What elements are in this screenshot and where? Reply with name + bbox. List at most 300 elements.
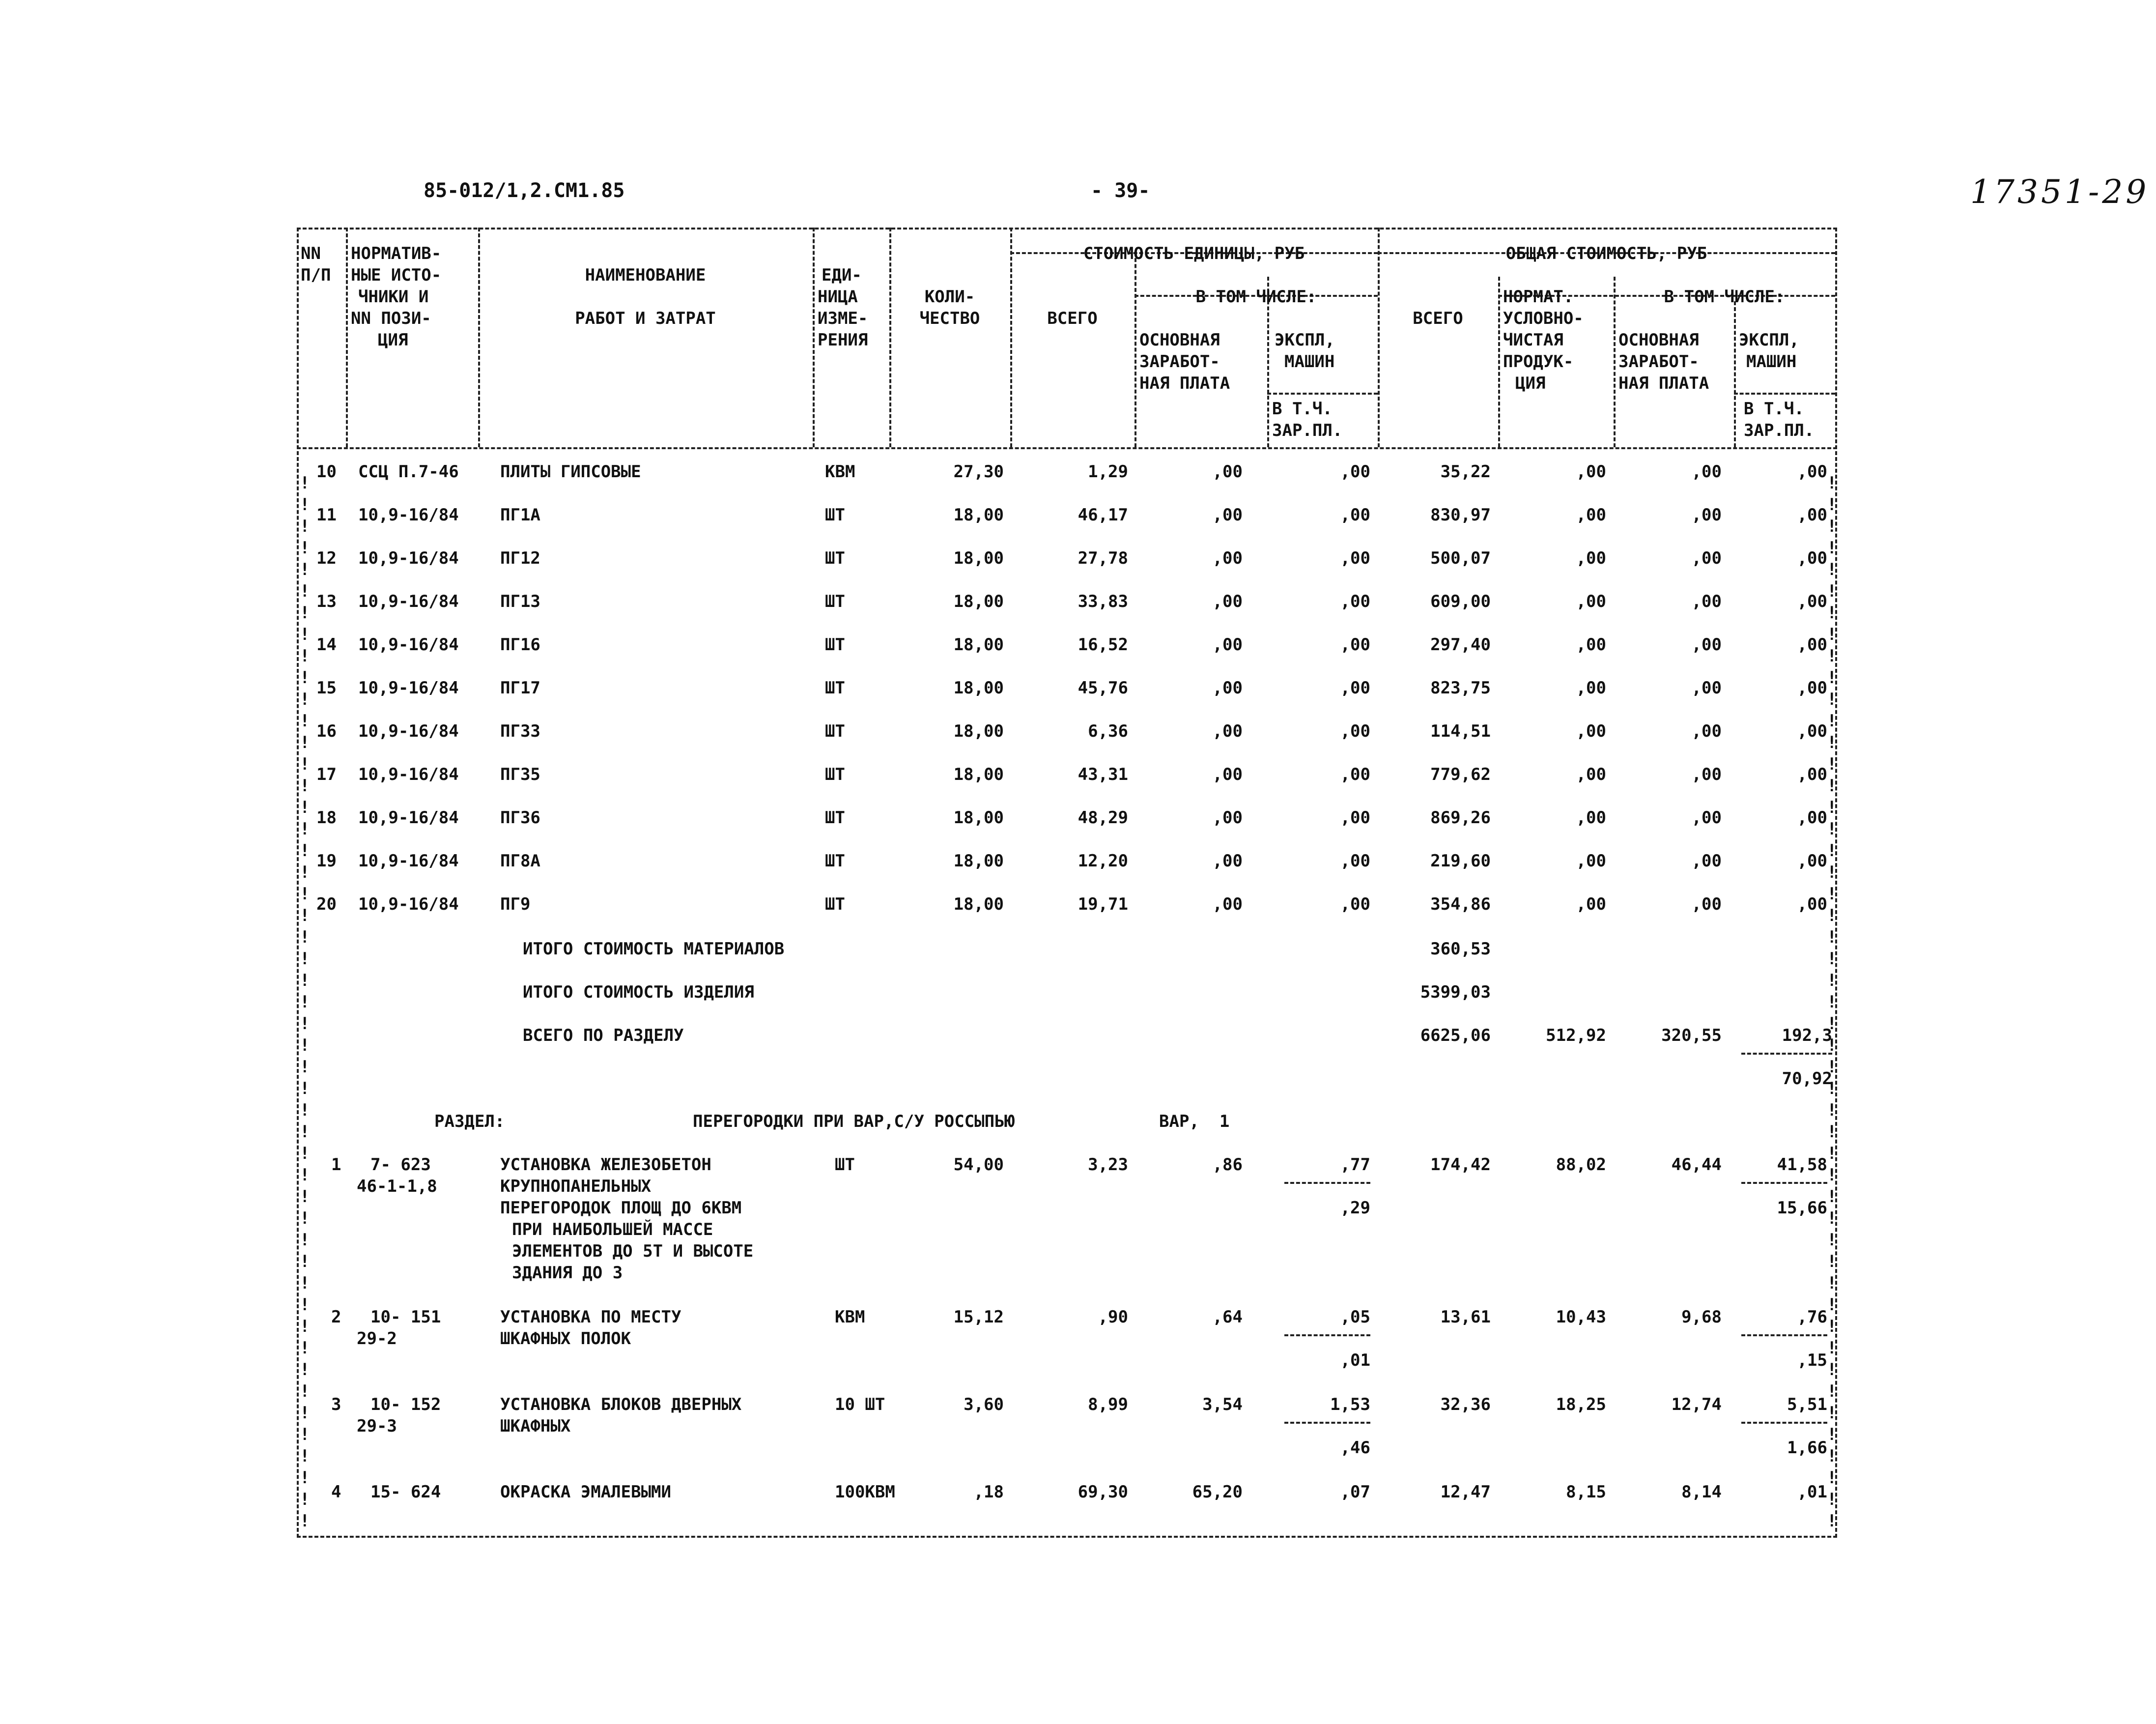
left-margin-mark: ! <box>300 1100 310 1120</box>
row-unit-price: 33,83 <box>1078 592 1128 611</box>
col-header-machine-wage: В Т.Ч. <box>1272 399 1333 419</box>
right-margin-mark: ! <box>1827 971 1837 990</box>
row-total-machine: ,00 <box>1797 765 1827 784</box>
row-total-machine: ,00 <box>1797 721 1827 741</box>
col-header-name: НАИМЕНОВАНИЕ <box>585 265 706 285</box>
row-total-wage: ,00 <box>1691 592 1722 611</box>
row-unit-wage: ,00 <box>1212 851 1243 871</box>
col-header-basic-wage: ОСНОВНАЯ <box>1139 330 1220 350</box>
section-total-value: 6625,06 <box>1420 1026 1491 1045</box>
col-header-name: РАБОТ И ЗАТРАТ <box>575 309 716 328</box>
row-number: 17 <box>316 765 337 784</box>
row-quantity: 18,00 <box>953 808 1004 828</box>
row-total: 869,26 <box>1430 808 1491 828</box>
left-margin-mark: ! <box>300 841 310 861</box>
col-divider <box>889 228 891 447</box>
col-header-total: ВСЕГО <box>1413 309 1463 328</box>
item-code-sub: 29-3 <box>357 1416 397 1436</box>
row-unit: ШТ <box>825 548 845 568</box>
row-normative: ,00 <box>1576 462 1606 482</box>
right-margin-mark: ! <box>1827 495 1837 515</box>
row-unit-wage: ,00 <box>1212 505 1243 525</box>
row-unit-wage: ,00 <box>1212 765 1243 784</box>
left-margin-mark: ! <box>300 1252 310 1271</box>
col-header-total-machine: МАШИН <box>1746 352 1797 372</box>
row-unit-price: 45,76 <box>1078 678 1128 698</box>
section-total-norm: 512,92 <box>1546 1026 1606 1045</box>
row-unit-wage: ,00 <box>1212 894 1243 914</box>
row-unit-machine: ,00 <box>1340 635 1370 655</box>
left-margin-mark: ! <box>300 1403 310 1423</box>
row-total-machine: ,00 <box>1797 808 1827 828</box>
item-total: 12,47 <box>1440 1482 1491 1502</box>
row-unit-wage: ,00 <box>1212 462 1243 482</box>
item-code-sub: 29-2 <box>357 1329 397 1349</box>
row-unit: ШТ <box>825 678 845 698</box>
item-name-line: КРУПНОПАНЕЛЬНЫХ <box>500 1177 652 1196</box>
right-margin-mark: ! <box>1827 473 1837 493</box>
row-code: 10,9-16/84 <box>358 548 459 568</box>
row-unit: КВМ <box>825 462 855 482</box>
item-total-wage: 8,14 <box>1681 1482 1722 1502</box>
col-header-qty: КОЛИ- <box>924 287 975 307</box>
row-unit-price: 16,52 <box>1078 635 1128 655</box>
left-margin-mark: ! <box>300 603 310 623</box>
row-code: 10,9-16/84 <box>358 505 459 525</box>
item-unit-wage: ,64 <box>1212 1307 1243 1327</box>
col-divider <box>1498 277 1500 447</box>
document-code: 85-012/1,2.СМ1.85 <box>424 179 625 202</box>
item-name-line: ОКРАСКА ЭМАЛЕВЫМИ <box>500 1482 671 1502</box>
page-number: - 39- <box>1091 179 1150 202</box>
right-margin-mark: ! <box>1827 1468 1837 1488</box>
row-total-wage: ,00 <box>1691 462 1722 482</box>
right-margin-mark: ! <box>1827 1187 1837 1207</box>
row-quantity: 18,00 <box>953 635 1004 655</box>
row-normative: ,00 <box>1576 678 1606 698</box>
materials-total-label: ИТОГО СТОИМОСТЬ МАТЕРИАЛОВ <box>523 939 785 959</box>
row-unit: ШТ <box>825 808 845 828</box>
row-normative: ,00 <box>1576 635 1606 655</box>
item-unit-machine-wage: ,46 <box>1340 1438 1370 1458</box>
left-margin-mark: ! <box>300 560 310 579</box>
table-top-border <box>297 228 1837 230</box>
item-quantity: 3,60 <box>964 1395 1004 1414</box>
row-unit-wage: ,00 <box>1212 592 1243 611</box>
row-unit-price: 1,29 <box>1088 462 1128 482</box>
section-total-machine: 192,3 <box>1782 1026 1832 1045</box>
row-name: ПГ35 <box>500 765 540 784</box>
item-normative: 18,25 <box>1556 1395 1606 1414</box>
row-unit-machine: ,00 <box>1340 808 1370 828</box>
left-margin-mark: ! <box>300 1295 310 1315</box>
col-header-norm: NN ПОЗИ- <box>351 309 431 328</box>
right-margin-mark: ! <box>1827 819 1837 839</box>
left-margin-mark: ! <box>300 1014 310 1034</box>
row-total-wage: ,00 <box>1691 505 1722 525</box>
left-margin-mark: ! <box>300 754 310 774</box>
right-margin-mark: ! <box>1827 798 1837 817</box>
col-header-nn: NN <box>301 244 321 263</box>
row-code: 10,9-16/84 <box>358 592 459 611</box>
left-margin-mark: ! <box>300 690 310 709</box>
row-number: 14 <box>316 635 337 655</box>
left-margin-mark: ! <box>300 646 310 666</box>
item-unit-machine: 1,53 <box>1330 1395 1370 1414</box>
right-margin-mark: ! <box>1827 538 1837 558</box>
right-margin-mark: ! <box>1827 1338 1837 1358</box>
row-unit: ШТ <box>825 635 845 655</box>
section-total-subline <box>1741 1053 1832 1055</box>
row-total: 830,97 <box>1430 505 1491 525</box>
row-total-wage: ,00 <box>1691 808 1722 828</box>
row-unit-machine: ,00 <box>1340 462 1370 482</box>
machine-wage-subline <box>1284 1422 1370 1424</box>
left-margin-mark: ! <box>300 971 310 990</box>
row-unit-machine: ,00 <box>1340 592 1370 611</box>
item-name-line: ПРИ НАИБОЛЬШЕЙ МАССЕ <box>512 1220 713 1239</box>
col-divider <box>813 228 815 447</box>
left-margin-mark: ! <box>300 1122 310 1142</box>
right-margin-mark: ! <box>1827 1295 1837 1315</box>
col-divider <box>478 228 480 447</box>
section-total-wage: 320,55 <box>1661 1026 1722 1045</box>
row-total-machine: ,00 <box>1797 505 1827 525</box>
row-unit-wage: ,00 <box>1212 548 1243 568</box>
left-margin-mark: ! <box>300 819 310 839</box>
row-quantity: 27,30 <box>953 462 1004 482</box>
item-unit-price: 8,99 <box>1088 1395 1128 1414</box>
left-margin-mark: ! <box>300 1208 310 1228</box>
item-code: 10- 152 <box>370 1395 441 1414</box>
item-total-machine-wage: 1,66 <box>1787 1438 1827 1458</box>
row-total-wage: ,00 <box>1691 678 1722 698</box>
item-number: 3 <box>331 1395 341 1414</box>
item-unit-wage: ,86 <box>1212 1155 1243 1175</box>
right-margin-mark: ! <box>1827 711 1837 731</box>
right-margin-mark: ! <box>1827 1252 1837 1271</box>
row-total: 354,86 <box>1430 894 1491 914</box>
left-margin-mark: ! <box>300 1187 310 1207</box>
left-margin-mark: ! <box>300 1338 310 1358</box>
row-total-machine: ,00 <box>1797 894 1827 914</box>
row-unit-wage: ,00 <box>1212 808 1243 828</box>
right-margin-mark: ! <box>1827 1360 1837 1379</box>
item-unit-price: ,90 <box>1098 1307 1128 1327</box>
row-unit: ШТ <box>825 851 845 871</box>
item-unit: ШТ <box>835 1155 855 1175</box>
item-quantity: 54,00 <box>953 1155 1004 1175</box>
col-header-normative: ПРОДУК- <box>1503 352 1574 372</box>
row-unit: ШТ <box>825 894 845 914</box>
row-normative: ,00 <box>1576 592 1606 611</box>
row-unit: ШТ <box>825 721 845 741</box>
row-total-machine: ,00 <box>1797 592 1827 611</box>
section-title: ПЕРЕГОРОДКИ ПРИ ВАР,С/У РОССЫПЬЮ <box>693 1112 1015 1131</box>
row-unit-price: 48,29 <box>1078 808 1128 828</box>
item-code: 10- 151 <box>370 1307 441 1327</box>
right-margin-mark: ! <box>1827 560 1837 579</box>
section-total-label: ВСЕГО ПО РАЗДЕЛУ <box>523 1026 684 1045</box>
item-name-line: УСТАНОВКА ЖЕЛЕЗОБЕТОН <box>500 1155 711 1175</box>
col-header-machine: ЭКСПЛ, <box>1275 330 1335 350</box>
left-margin-mark: ! <box>300 1057 310 1077</box>
item-total-machine: 41,58 <box>1777 1155 1827 1175</box>
col-group-unit-cost: СТОИМОСТЬ ЕДИНИЦЫ, РУБ <box>1083 244 1305 263</box>
row-name: ПЛИТЫ ГИПСОВЫЕ <box>500 462 641 482</box>
right-margin-mark: ! <box>1827 754 1837 774</box>
row-name: ПГ13 <box>500 592 540 611</box>
row-quantity: 18,00 <box>953 721 1004 741</box>
left-margin-mark: ! <box>300 1144 310 1163</box>
col-header-basic-wage: ЗАРАБОТ- <box>1139 352 1220 372</box>
item-total-wage: 9,68 <box>1681 1307 1722 1327</box>
col-group-total-cost: ОБЩАЯ СТОИМОСТЬ, РУБ <box>1505 244 1707 263</box>
row-unit-machine: ,00 <box>1340 721 1370 741</box>
item-code: 15- 624 <box>370 1482 441 1502</box>
item-unit: 100КВМ <box>835 1482 895 1502</box>
left-margin-mark: ! <box>300 1317 310 1336</box>
item-total-machine: 5,51 <box>1787 1395 1827 1414</box>
row-unit: ШТ <box>825 765 845 784</box>
row-total-wage: ,00 <box>1691 721 1722 741</box>
item-unit-wage: 3,54 <box>1202 1395 1243 1414</box>
row-total-wage: ,00 <box>1691 851 1722 871</box>
row-name: ПГ17 <box>500 678 540 698</box>
item-name-line: ЗДАНИЯ ДО 3 <box>512 1263 623 1283</box>
item-unit-machine-wage: ,01 <box>1340 1350 1370 1370</box>
row-quantity: 18,00 <box>953 678 1004 698</box>
left-margin-mark: ! <box>300 473 310 493</box>
col-header-normative: НОРМАТ. <box>1503 287 1574 307</box>
row-quantity: 18,00 <box>953 548 1004 568</box>
right-margin-mark: ! <box>1827 1381 1837 1401</box>
left-margin-mark: ! <box>300 668 310 688</box>
right-margin-mark: ! <box>1827 1511 1837 1531</box>
col-header-total-basic-wage: ОСНОВНАЯ <box>1618 330 1699 350</box>
handwritten-sheet-id: 17351-29 <box>1970 173 2150 211</box>
row-code: 10,9-16/84 <box>358 894 459 914</box>
row-name: ПГ12 <box>500 548 540 568</box>
row-code: 10,9-16/84 <box>358 721 459 741</box>
row-normative: ,00 <box>1576 808 1606 828</box>
row-unit-machine: ,00 <box>1340 851 1370 871</box>
col-header-unit: РЕНИЯ <box>818 330 868 350</box>
right-margin-mark: ! <box>1827 1057 1837 1077</box>
item-number: 4 <box>331 1482 341 1502</box>
item-normative: 88,02 <box>1556 1155 1606 1175</box>
section-total-machine-wage: 70,92 <box>1782 1069 1832 1089</box>
right-margin-mark: ! <box>1827 1403 1837 1423</box>
col-header-basic-wage: НАЯ ПЛАТА <box>1139 374 1230 393</box>
row-quantity: 18,00 <box>953 765 1004 784</box>
row-normative: ,00 <box>1576 765 1606 784</box>
item-unit-price: 3,23 <box>1088 1155 1128 1175</box>
right-margin-mark: ! <box>1827 841 1837 861</box>
right-margin-mark: ! <box>1827 884 1837 904</box>
item-total: 13,61 <box>1440 1307 1491 1327</box>
item-number: 1 <box>331 1155 341 1175</box>
right-margin-mark: ! <box>1827 1273 1837 1293</box>
row-name: ПГ33 <box>500 721 540 741</box>
col-header-total-incl: В ТОМ ЧИСЛЕ: <box>1664 287 1785 307</box>
row-number: 11 <box>316 505 337 525</box>
row-unit-price: 27,78 <box>1078 548 1128 568</box>
left-margin-mark: ! <box>300 517 310 536</box>
row-unit: ШТ <box>825 592 845 611</box>
col-header-total-machine-wage: ЗАР.ПЛ. <box>1744 421 1815 440</box>
row-total-machine: ,00 <box>1797 462 1827 482</box>
row-unit: ШТ <box>825 505 845 525</box>
row-code: 10,9-16/84 <box>358 808 459 828</box>
row-total-machine: ,00 <box>1797 548 1827 568</box>
right-margin-mark: ! <box>1827 927 1837 947</box>
left-margin-mark: ! <box>300 1165 310 1185</box>
left-margin-mark: ! <box>300 862 310 882</box>
left-margin-mark: ! <box>300 992 310 1012</box>
row-unit-price: 46,17 <box>1078 505 1128 525</box>
col-divider <box>1135 252 1136 447</box>
right-margin-mark: ! <box>1827 733 1837 752</box>
right-margin-mark: ! <box>1827 992 1837 1012</box>
machine-wage-subline <box>1741 1182 1827 1184</box>
item-normative: 8,15 <box>1566 1482 1606 1502</box>
col-header-norm: ЦИЯ <box>378 330 408 350</box>
products-total-value: 5399,03 <box>1420 982 1491 1002</box>
right-margin-mark: ! <box>1827 690 1837 709</box>
row-quantity: 18,00 <box>953 894 1004 914</box>
col-header-normative: УСЛОВНО- <box>1503 309 1584 328</box>
row-code: 10,9-16/84 <box>358 635 459 655</box>
row-total: 500,07 <box>1430 548 1491 568</box>
right-margin-mark: ! <box>1827 1100 1837 1120</box>
right-margin-mark: ! <box>1827 517 1837 536</box>
item-name-line: ЭЛЕМЕНТОВ ДО 5Т И ВЫСОТЕ <box>512 1241 754 1261</box>
item-unit: 10 ШТ <box>835 1395 885 1414</box>
row-code: 10,9-16/84 <box>358 678 459 698</box>
left-margin-mark: ! <box>300 581 310 601</box>
col-header-nn: П/П <box>301 265 331 285</box>
left-margin-mark: ! <box>300 733 310 752</box>
right-margin-mark: ! <box>1827 625 1837 644</box>
item-total-wage: 46,44 <box>1671 1155 1722 1175</box>
row-total: 219,60 <box>1430 851 1491 871</box>
row-total-wage: ,00 <box>1691 765 1722 784</box>
left-margin-mark: ! <box>300 1035 310 1055</box>
item-unit-machine: ,05 <box>1340 1307 1370 1327</box>
right-margin-mark: ! <box>1827 776 1837 796</box>
col-header-incl: В ТОМ ЧИСЛЕ: <box>1195 287 1317 307</box>
left-margin-mark: ! <box>300 625 310 644</box>
row-unit-price: 43,31 <box>1078 765 1128 784</box>
left-margin-mark: ! <box>300 776 310 796</box>
col-divider <box>1734 301 1736 447</box>
machine-wage-subline <box>1741 1422 1827 1424</box>
item-code-sub: 46-1-1,8 <box>357 1177 437 1196</box>
left-margin-mark: ! <box>300 927 310 947</box>
right-margin-mark: ! <box>1827 906 1837 925</box>
right-margin-mark: ! <box>1827 1446 1837 1466</box>
left-margin-mark: ! <box>300 1425 310 1444</box>
item-code: 7- 623 <box>370 1155 431 1175</box>
item-total-machine: ,76 <box>1797 1307 1827 1327</box>
left-margin-mark: ! <box>300 1360 310 1379</box>
right-margin-mark: ! <box>1827 949 1837 969</box>
row-normative: ,00 <box>1576 505 1606 525</box>
row-total-machine: ,00 <box>1797 678 1827 698</box>
item-name-line: ПЕРЕГОРОДОК ПЛОЩ ДО 6КВМ <box>500 1198 742 1218</box>
section-variant: ВАР, 1 <box>1159 1112 1230 1131</box>
col-header-unit-total: ВСЕГО <box>1047 309 1098 328</box>
right-margin-mark: ! <box>1827 581 1837 601</box>
row-code: 10,9-16/84 <box>358 851 459 871</box>
right-margin-mark: ! <box>1827 862 1837 882</box>
right-margin-mark: ! <box>1827 646 1837 666</box>
row-name: ПГ9 <box>500 894 531 914</box>
left-margin-mark: ! <box>300 1230 310 1250</box>
row-total: 35,22 <box>1440 462 1491 482</box>
row-name: ПГ8А <box>500 851 540 871</box>
machine-wage-subline <box>1741 1334 1827 1336</box>
row-normative: ,00 <box>1576 894 1606 914</box>
row-normative: ,00 <box>1576 548 1606 568</box>
item-unit: КВМ <box>835 1307 865 1327</box>
left-margin-mark: ! <box>300 538 310 558</box>
right-margin-mark: ! <box>1827 1144 1837 1163</box>
table-bottom-border <box>297 1536 1837 1538</box>
item-quantity: ,18 <box>973 1482 1004 1502</box>
right-margin-mark: ! <box>1827 1208 1837 1228</box>
col-header-unit: ИЗМЕ- <box>818 309 868 328</box>
left-margin-mark: ! <box>300 495 310 515</box>
products-total-label: ИТОГО СТОИМОСТЬ ИЗДЕЛИЯ <box>523 982 754 1002</box>
row-unit-price: 6,36 <box>1088 721 1128 741</box>
item-unit-price: 69,30 <box>1078 1482 1128 1502</box>
row-unit-wage: ,00 <box>1212 678 1243 698</box>
row-normative: ,00 <box>1576 851 1606 871</box>
left-margin-mark: ! <box>300 798 310 817</box>
row-number: 12 <box>316 548 337 568</box>
item-unit-machine: ,07 <box>1340 1482 1370 1502</box>
row-number: 10 <box>316 462 337 482</box>
row-total: 609,00 <box>1430 592 1491 611</box>
row-total-machine: ,00 <box>1797 635 1827 655</box>
left-margin-mark: ! <box>300 1468 310 1488</box>
col-header-normative: ЧИСТАЯ <box>1503 330 1563 350</box>
left-margin-mark: ! <box>300 949 310 969</box>
row-number: 15 <box>316 678 337 698</box>
row-number: 18 <box>316 808 337 828</box>
item-total: 32,36 <box>1440 1395 1491 1414</box>
row-total: 779,62 <box>1430 765 1491 784</box>
item-unit-machine: ,77 <box>1340 1155 1370 1175</box>
row-code: ССЦ П.7-46 <box>358 462 459 482</box>
col-header-norm: НЫЕ ИСТО- <box>351 265 442 285</box>
row-unit-machine: ,00 <box>1340 505 1370 525</box>
item-total-wage: 12,74 <box>1671 1395 1722 1414</box>
row-unit-machine: ,00 <box>1340 548 1370 568</box>
materials-total-value: 360,53 <box>1430 939 1491 959</box>
row-total-wage: ,00 <box>1691 548 1722 568</box>
row-name: ПГ36 <box>500 808 540 828</box>
col-divider <box>346 228 348 447</box>
row-unit-wage: ,00 <box>1212 721 1243 741</box>
right-margin-mark: ! <box>1827 1035 1837 1055</box>
row-number: 19 <box>316 851 337 871</box>
item-name-line: УСТАНОВКА БЛОКОВ ДВЕРНЫХ <box>500 1395 742 1414</box>
right-margin-mark: ! <box>1827 1490 1837 1509</box>
col-header-norm: ЧНИКИ И <box>358 287 429 307</box>
